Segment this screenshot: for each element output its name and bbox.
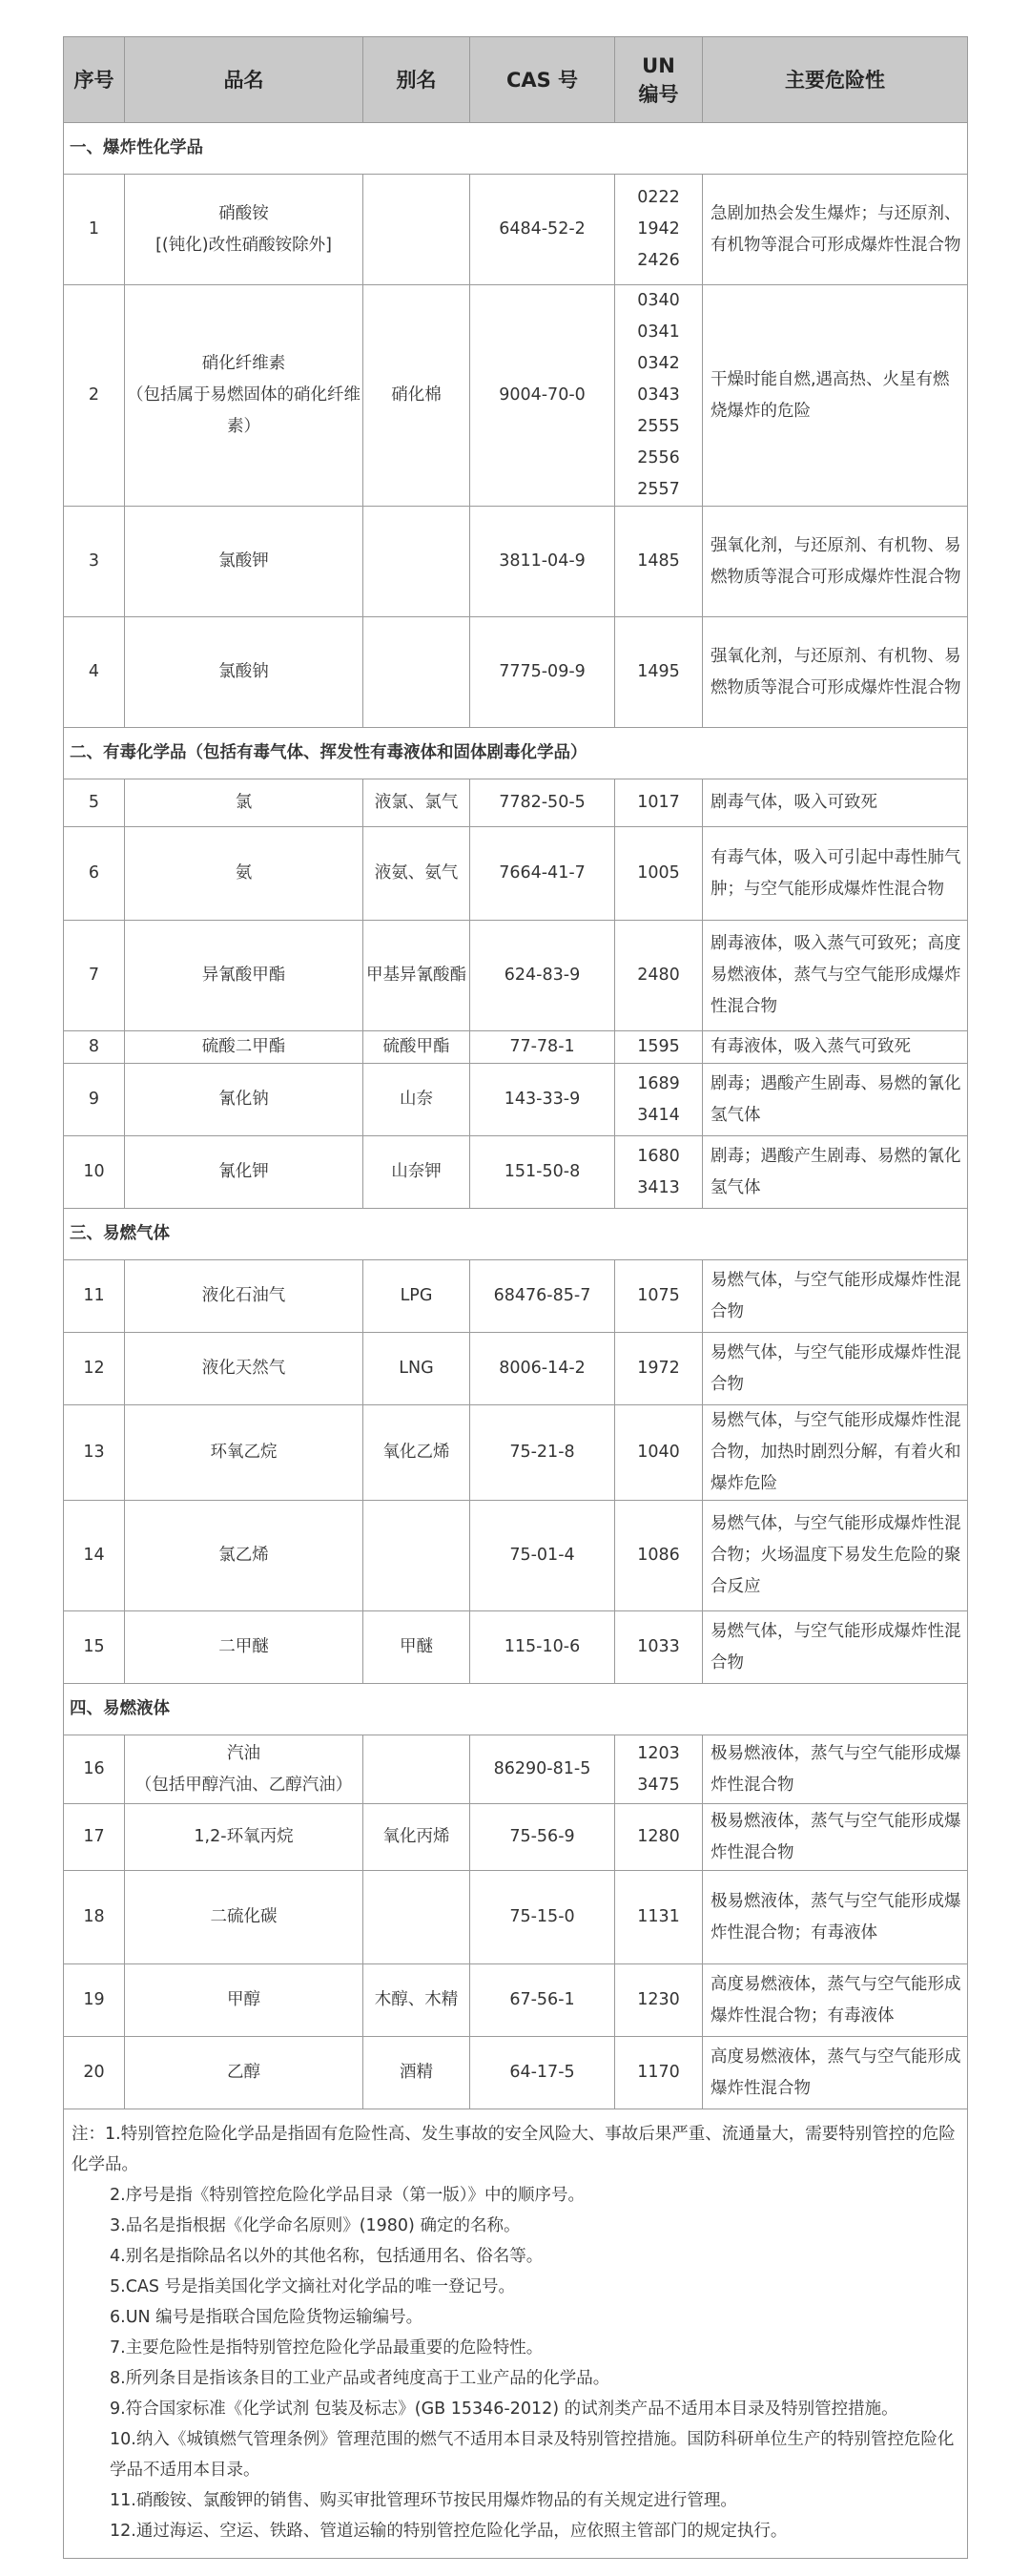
cell-cas: 67-56-1 [470,1964,615,2037]
cell-hazard: 易燃气体，与空气能形成爆炸性混合物 [703,1611,968,1684]
cell-name: 环氧乙烷 [125,1405,363,1501]
table-row [64,1136,968,1209]
note-item: 9.符合国家标准《化学试剂 包装及标志》(GB 15346-2012) 的试剂类产品不适用本目录及特别管控措施。 [110,2399,898,2419]
cell-name: 汽油 （包括甲醇汽油、乙醇汽油） [125,1735,363,1804]
cell-hazard: 易燃气体，与空气能形成爆炸性混合物 [703,1333,968,1405]
cell-no: 15 [64,1611,125,1684]
cell-hazard: 高度易燃液体，蒸气与空气能形成爆炸性混合物 [703,2037,968,2109]
cell-cas: 75-56-9 [470,1804,615,1871]
table-row [64,1405,968,1501]
cell-alias: 氧化乙烯 [363,1405,470,1501]
cell-hazard: 极易燃液体，蒸气与空气能形成爆炸性混合物 [703,1804,968,1871]
cell-no: 2 [64,285,125,507]
header-cas: CAS 号 [470,37,615,123]
cell-cas: 75-21-8 [470,1405,615,1501]
cell-name: 1,2-环氧丙烷 [125,1804,363,1871]
cell-cas: 6484-52-2 [470,175,615,285]
cell-no: 10 [64,1136,125,1209]
cell-alias: 木醇、木精 [363,1964,470,2037]
cell-name: 氨 [125,827,363,921]
note-item: 2.序号是指《特别管控危险化学品目录（第一版）》中的顺序号。 [110,2186,585,2205]
cell-cas: 151-50-8 [470,1136,615,1209]
section-title: 三、易燃气体 [64,1209,968,1260]
cell-no: 3 [64,507,125,617]
cell-no: 6 [64,827,125,921]
table-row [64,175,968,285]
cell-no: 4 [64,617,125,728]
table-row [64,1804,968,1871]
cell-alias: 液氯、氯气 [363,779,470,827]
cell-cas: 3811-04-9 [470,507,615,617]
cell-name: 异氰酸甲酯 [125,921,363,1031]
cell-no: 14 [64,1501,125,1611]
cell-no: 17 [64,1804,125,1871]
cell-cas: 9004-70-0 [470,285,615,507]
cell-un: 1086 [615,1501,703,1611]
cell-un: 1170 [615,2037,703,2109]
table-row [64,1260,968,1333]
cell-alias: 氧化丙烯 [363,1804,470,1871]
cell-no: 7 [64,921,125,1031]
cell-name: 硫酸二甲酯 [125,1031,363,1064]
cell-alias: 甲醚 [363,1611,470,1684]
cell-hazard: 高度易燃液体，蒸气与空气能形成爆炸性混合物；有毒液体 [703,1964,968,2037]
cell-un: 1485 [615,507,703,617]
cell-hazard: 急剧加热会发生爆炸；与还原剂、有机物等混合可形成爆炸性混合物 [703,175,968,285]
header-un: UN 编号 [615,37,703,123]
cell-name: 硝化纤维素 （包括属于易燃固体的硝化纤维素） [125,285,363,507]
header-row [64,37,968,123]
cell-alias: 硫酸甲酯 [363,1031,470,1064]
cell-alias: 液氨、氨气 [363,827,470,921]
cell-alias [363,507,470,617]
table-row [64,1964,968,2037]
table-row [64,1501,968,1611]
table-row [64,1611,968,1684]
cell-alias [363,1501,470,1611]
table-row [64,1064,968,1136]
cell-alias [363,617,470,728]
cell-name: 氯酸钠 [125,617,363,728]
cell-un: 0340 0341 0342 0343 2555 2556 2557 [615,285,703,507]
table-row [64,779,968,827]
cell-no: 1 [64,175,125,285]
table-row [64,285,968,507]
cell-alias [363,1735,470,1804]
section-row [64,728,968,779]
cell-un: 2480 [615,921,703,1031]
cell-no: 19 [64,1964,125,2037]
cell-un: 1131 [615,1871,703,1964]
cell-hazard: 易燃气体，与空气能形成爆炸性混合物，加热时剧烈分解，有着火和爆炸危险 [703,1405,968,1501]
table-row [64,827,968,921]
cell-no: 8 [64,1031,125,1064]
cell-alias: 山奈钾 [363,1136,470,1209]
cell-no: 18 [64,1871,125,1964]
cell-un: 1017 [615,779,703,827]
cell-hazard: 极易燃液体，蒸气与空气能形成爆炸性混合物；有毒液体 [703,1871,968,1964]
cell-un: 1033 [615,1611,703,1684]
cell-un: 1040 [615,1405,703,1501]
cell-no: 20 [64,2037,125,2109]
cell-name: 乙醇 [125,2037,363,2109]
section-title: 四、易燃液体 [64,1684,968,1735]
cell-name: 氰化钾 [125,1136,363,1209]
cell-un: 1595 [615,1031,703,1064]
cell-un: 1075 [615,1260,703,1333]
cell-hazard: 剧毒液体，吸入蒸气可致死；高度易燃液体，蒸气与空气能形成爆炸性混合物 [703,921,968,1031]
cell-cas: 64-17-5 [470,2037,615,2109]
cell-cas: 7775-09-9 [470,617,615,728]
section-row [64,1209,968,1260]
cell-hazard: 有毒气体，吸入可引起中毒性肺气肿；与空气能形成爆炸性混合物 [703,827,968,921]
cell-cas: 86290-81-5 [470,1735,615,1804]
cell-un: 1230 [615,1964,703,2037]
cell-hazard: 剧毒；遇酸产生剧毒、易燃的氰化氢气体 [703,1064,968,1136]
cell-un: 1972 [615,1333,703,1405]
cell-name: 氯酸钾 [125,507,363,617]
cell-hazard: 干燥时能自燃,遇高热、火星有燃烧爆炸的危险 [703,285,968,507]
header-no: 序号 [64,37,125,123]
note-item: 5.CAS 号是指美国化学文摘社对化学品的唯一登记号。 [110,2277,516,2296]
cell-un: 1203 3475 [615,1735,703,1804]
cell-hazard: 易燃气体，与空气能形成爆炸性混合物 [703,1260,968,1333]
cell-name: 氯 [125,779,363,827]
table-row [64,2037,968,2109]
header-hazard: 主要危险性 [703,37,968,123]
cell-no: 5 [64,779,125,827]
note-item: 6.UN 编号是指联合国危险货物运输编号。 [110,2308,423,2327]
note-item: 7.主要危险性是指特别管控危险化学品最重要的危险特性。 [110,2338,544,2358]
cell-no: 9 [64,1064,125,1136]
cell-un: 1495 [615,617,703,728]
cell-alias: LPG [363,1260,470,1333]
cell-alias: 甲基异氰酸酯 [363,921,470,1031]
note-item: 4.别名是指除品名以外的其他名称，包括通用名、俗名等。 [110,2247,544,2266]
cell-un: 1680 3413 [615,1136,703,1209]
cell-no: 11 [64,1260,125,1333]
cell-hazard: 有毒液体，吸入蒸气可致死 [703,1031,968,1064]
table-row [64,1735,968,1804]
note-item: 11.硝酸铵、氯酸钾的销售、购买审批管理环节按民用爆炸物品的有关规定进行管理。 [110,2491,737,2510]
cell-hazard: 剧毒；遇酸产生剧毒、易燃的氰化氢气体 [703,1136,968,1209]
table-row [64,617,968,728]
note-item: 注：1.特别管控危险化学品是指固有危险性高、发生事故的安全风险大、事故后果严重、流通量大，需要特别管控的危险化学品。 [72,2125,956,2174]
cell-name: 氯乙烯 [125,1501,363,1611]
cell-hazard: 易燃气体，与空气能形成爆炸性混合物；火场温度下易发生危险的聚合反应 [703,1501,968,1611]
cell-name: 液化石油气 [125,1260,363,1333]
note-item: 3.品名是指根据《化学命名原则》(1980) 确定的名称。 [110,2216,521,2235]
cell-name: 氰化钠 [125,1064,363,1136]
cell-cas: 77-78-1 [470,1031,615,1064]
table-row [64,1031,968,1064]
cell-cas: 115-10-6 [470,1611,615,1684]
cell-name: 液化天然气 [125,1333,363,1405]
cell-name: 二硫化碳 [125,1871,363,1964]
cell-cas: 8006-14-2 [470,1333,615,1405]
cell-hazard: 剧毒气体，吸入可致死 [703,779,968,827]
cell-hazard: 极易燃液体，蒸气与空气能形成爆炸性混合物 [703,1735,968,1804]
cell-un: 1280 [615,1804,703,1871]
note-item: 10.纳入《城镇燃气管理条例》管理范围的燃气不适用本目录及特别管控措施。国防科研单位生产的特别管控危险化学品不适用本目录。 [110,2430,955,2480]
cell-alias: 酒精 [363,2037,470,2109]
section-row [64,123,968,175]
cell-alias [363,175,470,285]
cell-alias: 硝化棉 [363,285,470,507]
cell-hazard: 强氧化剂，与还原剂、有机物、易燃物质等混合可形成爆炸性混合物 [703,617,968,728]
header-alias: 别名 [363,37,470,123]
cell-hazard: 强氧化剂，与还原剂、有机物、易燃物质等混合可形成爆炸性混合物 [703,507,968,617]
cell-alias: LNG [363,1333,470,1405]
header-name: 品名 [125,37,363,123]
section-row [64,1684,968,1735]
cell-cas: 624-83-9 [470,921,615,1031]
cell-no: 12 [64,1333,125,1405]
cell-un: 1689 3414 [615,1064,703,1136]
cell-cas: 7664-41-7 [470,827,615,921]
cell-cas: 68476-85-7 [470,1260,615,1333]
table-row [64,1871,968,1964]
cell-cas: 7782-50-5 [470,779,615,827]
cell-un: 1005 [615,827,703,921]
cell-cas: 143-33-9 [470,1064,615,1136]
cell-name: 硝酸铵 [(钝化)改性硝酸铵除外] [125,175,363,285]
chemical-table [63,36,968,2559]
cell-name: 二甲醚 [125,1611,363,1684]
cell-cas: 75-15-0 [470,1871,615,1964]
note-item: 8.所列条目是指该条目的工业产品或者纯度高于工业产品的化学品。 [110,2369,610,2388]
cell-alias: 山奈 [363,1064,470,1136]
table-row [64,507,968,617]
section-title: 一、爆炸性化学品 [64,123,968,175]
cell-no: 13 [64,1405,125,1501]
cell-un: 0222 1942 2426 [615,175,703,285]
cell-cas: 75-01-4 [470,1501,615,1611]
section-title: 二、有毒化学品（包括有毒气体、挥发性有毒液体和固体剧毒化学品） [64,728,968,779]
table-row [64,921,968,1031]
cell-no: 16 [64,1735,125,1804]
note-item: 12.通过海运、空运、铁路、管道运输的特别管控危险化学品，应依照主管部门的规定执行。 [110,2522,788,2541]
table-row [64,1333,968,1405]
notes-block [64,2109,968,2559]
cell-name: 甲醇 [125,1964,363,2037]
cell-alias [363,1871,470,1964]
